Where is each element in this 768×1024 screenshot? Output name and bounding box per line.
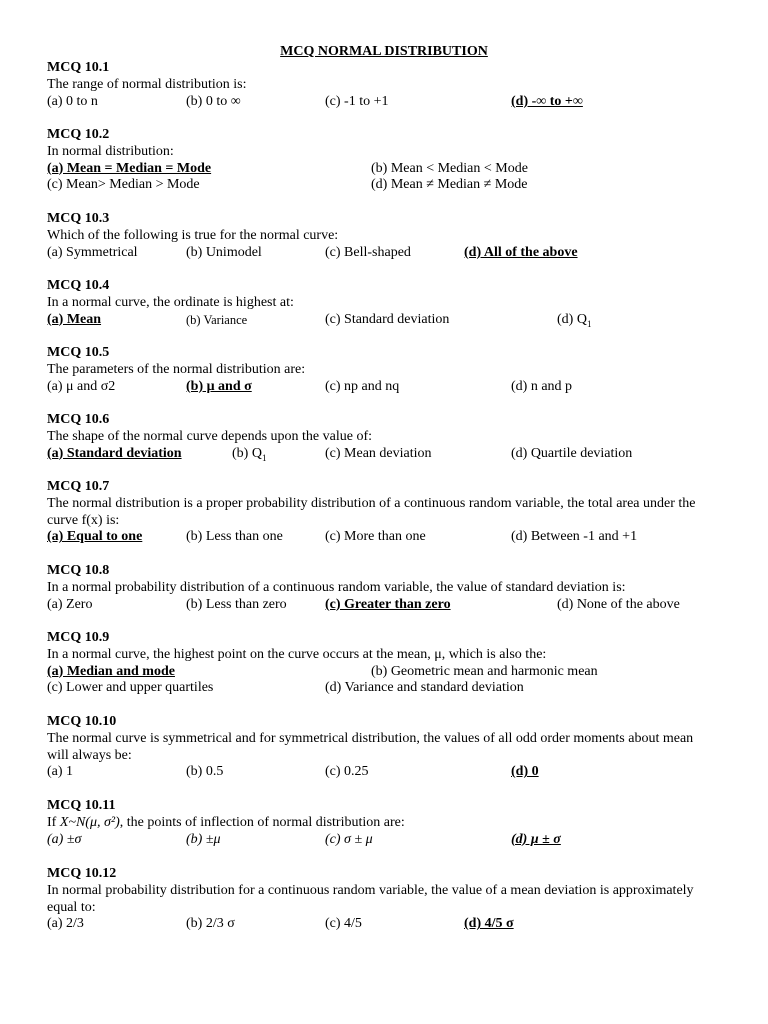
question-text: The parameters of the normal distribution are: xyxy=(47,361,306,377)
option-a: (a) Symmetrical xyxy=(47,244,138,260)
question-10-12 xyxy=(47,866,717,933)
question-10-6 xyxy=(47,412,717,462)
option-b: (b) Geometric mean and harmonic mean xyxy=(371,663,598,679)
option-d: (d) n and p xyxy=(511,378,573,394)
question-10-4 xyxy=(47,278,717,328)
question-id: MCQ 10.8 xyxy=(47,563,110,578)
question-10-10 xyxy=(47,714,717,781)
question-id: MCQ 10.7 xyxy=(47,479,110,494)
option-c-answer: (c) Greater than zero xyxy=(325,596,451,612)
option-a: (a) μ and σ2 xyxy=(47,378,116,394)
question-10-2 xyxy=(47,127,717,194)
options-row xyxy=(47,94,717,111)
option-c: (c) Standard deviation xyxy=(325,311,450,327)
option-c: (c) -1 to +1 xyxy=(325,93,389,109)
option-b: (b) Variance xyxy=(186,312,248,327)
options-row xyxy=(47,177,717,194)
question-id: MCQ 10.4 xyxy=(47,278,110,293)
option-c: (c) Mean> Median > Mode xyxy=(47,177,200,193)
options-row xyxy=(47,312,717,329)
options-row xyxy=(47,597,717,614)
options-row xyxy=(47,916,717,933)
option-d: (d) Between -1 and +1 xyxy=(511,529,638,545)
option-c: (c) Lower and upper quartiles xyxy=(47,680,214,696)
question-text: In a normal curve, the highest point on the curve occurs at the mean, μ, which is also the: xyxy=(47,646,547,662)
question-text: In normal distribution: xyxy=(47,143,174,159)
formula: X~N(μ, σ²) xyxy=(59,814,120,830)
option-d: (d) Mean ≠ Median ≠ Mode xyxy=(371,177,528,193)
option-a-answer: (a) Mean xyxy=(47,311,102,327)
options-row xyxy=(47,446,717,463)
options-row xyxy=(47,529,717,546)
options-row xyxy=(47,832,717,849)
option-d-answer: (d) μ ± σ xyxy=(511,831,561,847)
option-c: (c) Bell-shaped xyxy=(325,244,411,260)
options-row xyxy=(47,245,717,262)
question-id: MCQ 10.3 xyxy=(47,211,110,226)
option-b-answer: (b) μ and σ xyxy=(186,378,252,394)
options-row xyxy=(47,680,717,697)
option-a: (a) 2/3 xyxy=(47,916,84,932)
option-b: (b) Less than zero xyxy=(186,596,287,612)
question-id: MCQ 10.6 xyxy=(47,412,110,427)
question-text: The normal distribution is a proper probability distribution of a continuous random variable, the total area under the curve f(x) is: xyxy=(47,495,696,528)
option-d-answer: (d) All of the above xyxy=(464,244,578,260)
option-c: (c) 4/5 xyxy=(325,916,362,932)
question-10-7 xyxy=(47,479,717,546)
question-text: In a normal probability distribution of a continuous random variable, the value of standard deviation is: xyxy=(47,579,626,595)
option-c: (c) More than one xyxy=(325,529,426,545)
option-b: (b) Mean < Median < Mode xyxy=(371,160,528,176)
question-id: MCQ 10.12 xyxy=(47,866,117,881)
option-d-answer: (d) 4/5 σ xyxy=(464,916,514,932)
option-d-answer: (d) -∞ to +∞ xyxy=(511,93,583,109)
question-10-1 xyxy=(47,60,717,110)
option-a-answer: (a) Standard deviation xyxy=(47,445,182,461)
question-id: MCQ 10.9 xyxy=(47,630,110,645)
option-d: (d) Quartile deviation xyxy=(511,445,633,461)
option-b: (b) 0.5 xyxy=(186,764,224,780)
question-id: MCQ 10.1 xyxy=(47,60,110,75)
option-b: (b) Unimodel xyxy=(186,244,262,260)
option-a-answer: (a) Equal to one xyxy=(47,529,143,545)
options-row xyxy=(47,664,717,681)
option-c: (c) np and nq xyxy=(325,378,400,394)
option-a: (a) 0 to n xyxy=(47,93,98,109)
option-b: (b) 2/3 σ xyxy=(186,916,235,932)
option-c: (c) Mean deviation xyxy=(325,445,432,461)
option-d: (d) Variance and standard deviation xyxy=(325,680,524,696)
question-text: The range of normal distribution is: xyxy=(47,76,247,92)
options-row xyxy=(47,161,717,178)
options-row xyxy=(47,764,717,781)
question-10-5 xyxy=(47,345,717,395)
question-text: The shape of the normal curve depends upon the value of: xyxy=(47,428,373,444)
question-id: MCQ 10.2 xyxy=(47,127,110,142)
option-b: (b) $Q_1$ xyxy=(232,445,267,463)
question-text: Which of the following is true for the normal curve: xyxy=(47,227,339,243)
option-a: (a) Zero xyxy=(47,596,93,612)
question-10-11 xyxy=(47,798,717,848)
option-c: (c) 0.25 xyxy=(325,764,369,780)
question-10-9 xyxy=(47,630,717,697)
question-10-3 xyxy=(47,211,717,261)
option-d-answer: (d) 0 xyxy=(511,764,539,780)
question-text: If X~N(μ, σ²), the points of inflection of normal distribution are: xyxy=(47,814,405,830)
option-b: (b) Less than one xyxy=(186,529,283,545)
question-text: In normal probability distribution for a continuous random variable, the value of a mean deviation is approximately equal to: xyxy=(47,882,694,915)
options-row xyxy=(47,379,717,396)
option-c: (c) σ ± μ xyxy=(325,831,373,847)
option-d: (d) $Q_1$ xyxy=(557,311,592,329)
option-a: (a) ±σ xyxy=(47,831,82,847)
option-b: (b) 0 to ∞ xyxy=(186,93,241,109)
option-a: (a) 1 xyxy=(47,764,74,780)
option-b: (b) ±μ xyxy=(186,831,221,847)
question-id: MCQ 10.10 xyxy=(47,714,117,729)
option-d: (d) None of the above xyxy=(557,596,680,612)
question-10-8 xyxy=(47,563,717,613)
question-text: In a normal curve, the ordinate is highest at: xyxy=(47,294,294,310)
question-id: MCQ 10.5 xyxy=(47,345,110,360)
option-a-answer: (a) Median and mode xyxy=(47,663,175,679)
page-title: MCQ NORMAL DISTRIBUTION xyxy=(280,44,488,59)
question-text: The normal curve is symmetrical and for symmetrical distribution, the values of all odd order moments about mean will always be: xyxy=(47,730,694,763)
option-a-answer: (a) Mean = Median = Mode xyxy=(47,160,212,176)
question-id: MCQ 10.11 xyxy=(47,798,116,813)
